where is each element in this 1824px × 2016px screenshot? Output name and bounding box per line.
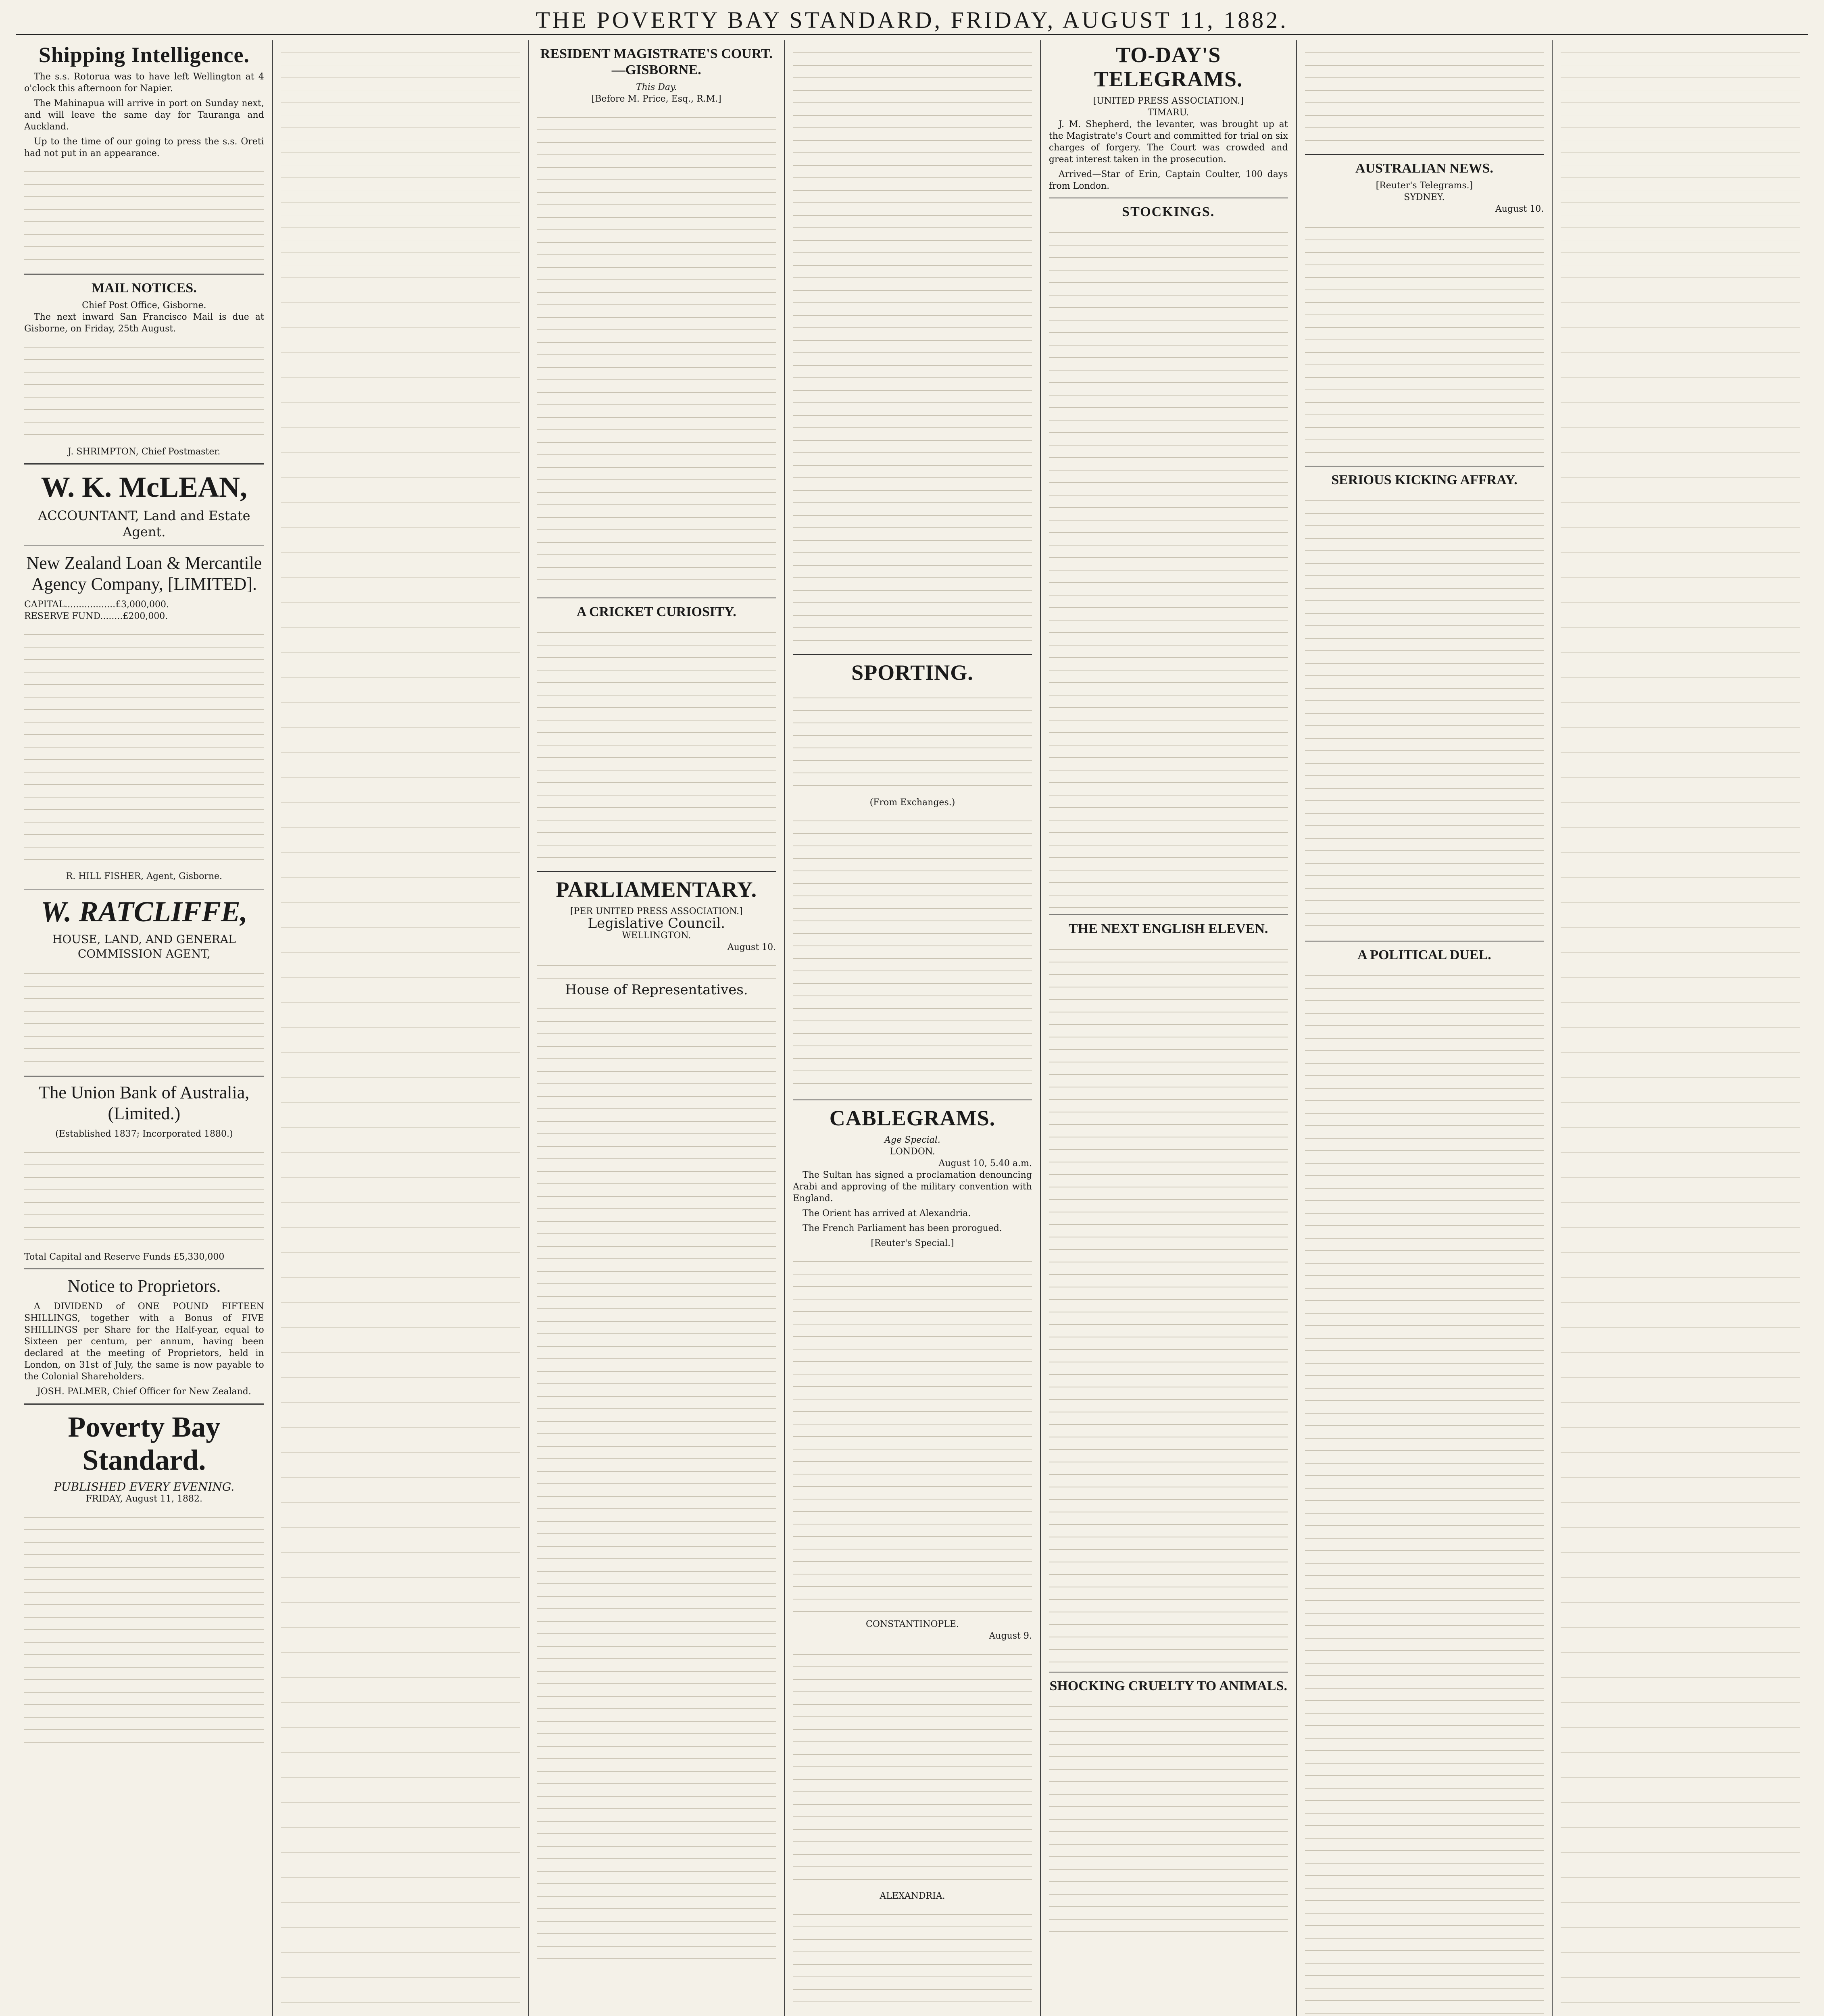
exchanges-text-lines — [793, 812, 1032, 1094]
paper-sub: PUBLISHED EVERY EVENING. — [54, 1480, 235, 1493]
cruelty-title: SHOCKING CRUELTY TO ANIMALS. — [1049, 1679, 1287, 1693]
rule — [24, 546, 264, 547]
nzloan-text-lines — [24, 625, 264, 867]
rule — [24, 1268, 264, 1270]
notice-text: A DIVIDEND of ONE POUND FIFTEEN SHILLINGS, together with a Bonus of FIVE SHILLINGS per Share for the Half-year, equal to Sixteen per centum, per annum, having been declared at the meeting of Proprietors, held in London, on 31st of July, the same is now payable to the Colonial Shareholders. — [24, 1302, 264, 1382]
rule — [793, 654, 1032, 655]
mclean-sub: ACCOUNTANT, Land and Estate Agent. — [38, 508, 250, 539]
notice-title: Notice to Proprietors. — [67, 1276, 221, 1296]
editorial-body-lines — [281, 40, 520, 2016]
continued-body-lines — [1561, 40, 1800, 2016]
stockings-title: STOCKINGS. — [1122, 204, 1215, 219]
shipping-p3: Up to the time of our going to press the s.s. Oreti had not put in an appearance. — [24, 137, 264, 158]
continued-text-lines — [1305, 44, 1544, 148]
column-3 — [528, 40, 784, 2016]
alexandria: ALEXANDRIA. — [880, 1891, 945, 1901]
constantinople-text-lines — [793, 1645, 1032, 1887]
column-2 — [272, 40, 528, 2016]
cricket-text-lines — [537, 623, 776, 865]
parl-council-lines — [537, 956, 776, 981]
cruelty-text-lines — [1049, 1697, 1288, 1939]
reuter: [Reuter's Special.] — [871, 1238, 954, 1248]
cable-p3: The French Parliament has been prorogued. — [803, 1223, 1002, 1233]
shipping-p2: The Mahinapua will arrive in port on Sunday next, and will leave the same day for Tauranga and Auckland. — [24, 98, 264, 132]
fisher: R. HILL FISHER, Agent, Gisborne. — [66, 871, 223, 881]
editorial-text-lines — [24, 1508, 264, 1750]
eleven-text-lines — [1049, 940, 1288, 1666]
aus-text-lines — [1305, 218, 1544, 460]
aus-title: AUSTRALIAN NEWS. — [1355, 161, 1493, 176]
mail-text-lines — [24, 338, 264, 443]
eleven-title: THE NEXT ENGLISH ELEVEN. — [1068, 921, 1268, 936]
shipping-text-lines — [24, 162, 264, 267]
stockings-text-lines — [1049, 223, 1288, 909]
kicking-title: SERIOUS KICKING AFFRAY. — [1331, 473, 1518, 487]
rule — [1305, 466, 1544, 467]
sporting-title: SPORTING. — [851, 660, 973, 685]
mail-sub: Chief Post Office, Gisborne. — [82, 300, 206, 310]
notice-sign: JOSH. PALMER, Chief Officer for New Zealand. — [37, 1387, 251, 1397]
ratcliffe-text-lines — [24, 964, 264, 1069]
sporting-text-lines — [793, 689, 1032, 793]
column-5 — [1040, 40, 1296, 2016]
parl-house: House of Representatives. — [565, 982, 748, 998]
parl-press: [PER UNITED PRESS ASSOCIATION.] — [570, 906, 743, 916]
nzloan-reserve: RESERVE FUND........£200,000. — [24, 611, 168, 621]
timaru: TIMARU. — [1148, 108, 1189, 118]
masthead: THE POVERTY BAY STANDARD, FRIDAY, AUGUST 11, 1882. — [16, 6, 1808, 35]
rule — [24, 463, 264, 465]
parl-place: WELLINGTON. — [622, 931, 691, 941]
nzloan-capital: CAPITAL..................£3,000,000. — [24, 600, 169, 610]
rule — [1305, 154, 1544, 155]
parl-text-lines — [537, 1000, 776, 1967]
column-7 — [1552, 40, 1808, 2016]
telegrams-press: [UNITED PRESS ASSOCIATION.] — [1093, 96, 1244, 106]
alexandria-text-lines — [793, 1905, 1032, 2010]
timaru-p2: Arrived—Star of Erin, Captain Coulter, 100 days from London. — [1049, 169, 1288, 191]
rule — [24, 1403, 264, 1405]
paper-date: FRIDAY, August 11, 1882. — [85, 1494, 202, 1504]
rule — [24, 273, 264, 275]
aus-reuter: [Reuter's Telegrams.] — [1376, 181, 1473, 191]
aus-date: August 10. — [1495, 204, 1544, 214]
continued-text-lines — [793, 44, 1032, 648]
cable-london: LONDON. — [890, 1147, 935, 1157]
constantinople: CONSTANTINOPLE. — [866, 1619, 959, 1629]
duel-title: A POLITICAL DUEL. — [1357, 948, 1491, 962]
cricket-title: A CRICKET CURIOSITY. — [576, 604, 736, 619]
columns — [16, 40, 1808, 2016]
telegrams-title: TO-DAY'S TELEGRAMS. — [1094, 43, 1243, 91]
union-text-lines — [24, 1143, 264, 1248]
ratcliffe-sub: HOUSE, LAND, AND GENERAL COMMISSION AGENT, — [52, 933, 236, 960]
cable-p2: The Orient has arrived at Alexandria. — [803, 1208, 971, 1218]
nzloan-title: New Zealand Loan & Mercantile Agency Company, [LIMITED]. — [26, 553, 262, 594]
cable-date1: August 10, 5.40 a.m. — [938, 1158, 1032, 1168]
rule — [24, 1075, 264, 1077]
parl-date: August 10. — [727, 942, 776, 952]
court-day: This Day. — [636, 82, 677, 92]
court-title: RESIDENT MAGISTRATE'S COURT.—GISBORNE. — [540, 46, 773, 77]
mail-title: MAIL NOTICES. — [91, 281, 197, 296]
aus-sydney: SYDNEY. — [1404, 192, 1445, 202]
union-title: The Union Bank of Australia, (Limited.) — [39, 1083, 250, 1123]
cable-p1: The Sultan has signed a proclamation denouncing Arabi and approving of the military convention with England. — [793, 1170, 1032, 1204]
union-total: Total Capital and Reserve Funds £5,330,000 — [24, 1252, 225, 1262]
duel-text-lines — [1305, 966, 1544, 2015]
timaru-p: J. M. Shepherd, the levanter, was brought up at the Magistrate's Court and committed for trial on six charges of forgery. The Court was crowded and great interest taken in the prosecution. — [1049, 119, 1288, 165]
union-est: (Established 1837; Incorporated 1880.) — [55, 1129, 233, 1139]
reuter-text-lines — [793, 1252, 1032, 1615]
rule — [537, 871, 776, 872]
aug9: August 9. — [989, 1631, 1032, 1641]
mclean-name: W. K. McLEAN, — [41, 471, 248, 503]
column-1 — [16, 40, 272, 2016]
exchanges: (From Exchanges.) — [869, 798, 955, 808]
cable-age: Age Special. — [884, 1135, 940, 1145]
rule — [1049, 914, 1288, 915]
rule — [24, 888, 264, 889]
court-before: [Before M. Price, Esq., R.M.] — [591, 94, 721, 104]
column-6 — [1296, 40, 1552, 2016]
parl-council: Legislative Council. — [588, 915, 725, 931]
paper-title: Poverty Bay Standard. — [68, 1411, 221, 1476]
court-text-lines — [537, 108, 776, 592]
shipping-title: Shipping Intelligence. — [38, 43, 250, 67]
column-4 — [784, 40, 1040, 2016]
shipping-p1: The s.s. Rotorua was to have left Wellington at 4 o'clock this afternoon for Napier. — [24, 72, 264, 94]
ratcliffe-name: W. RATCLIFFE, — [40, 896, 248, 928]
mail-p1: The next inward San Francisco Mail is due at Gisborne, on Friday, 25th August. — [24, 312, 264, 334]
kicking-text-lines — [1305, 492, 1544, 935]
parl-title: PARLIAMENTARY. — [556, 877, 757, 902]
mail-sign: J. SHRIMPTON, Chief Postmaster. — [68, 447, 221, 457]
cable-title: CABLEGRAMS. — [829, 1106, 996, 1130]
